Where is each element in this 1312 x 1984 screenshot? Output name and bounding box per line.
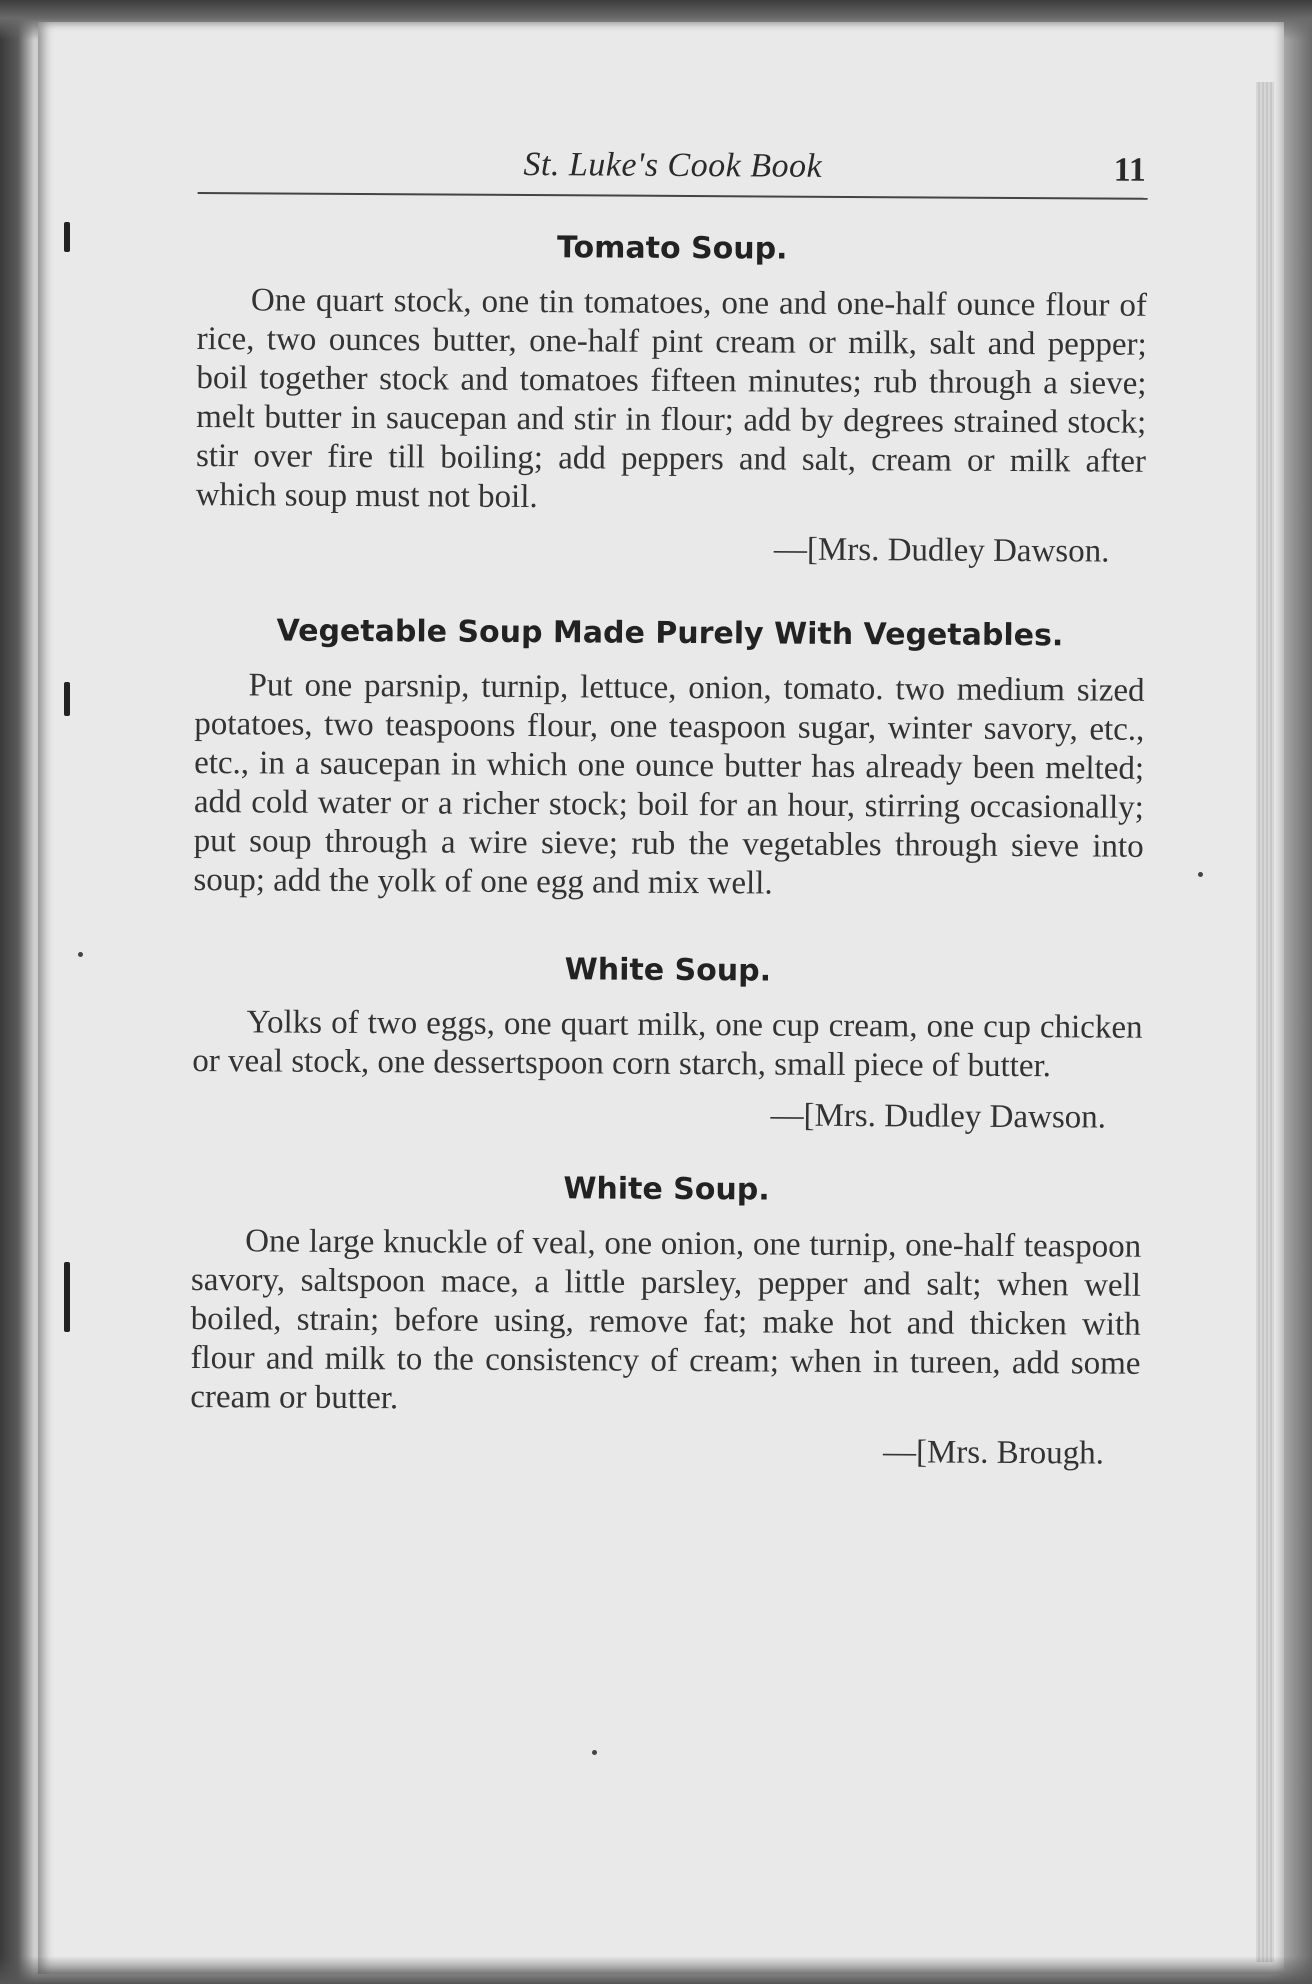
recipe-title: White Soup.	[564, 952, 772, 989]
recipe-body: One quart stock, one tin tomatoes, one and one-half ounce flour of rice, two ounces butter, one-half pint cream or milk, salt and pepper; boil together stock and tomatoes fifteen minutes; rub through a sieve; melt butter in saucepan and stir in flour; add by degrees strained stock; stir over fire till boiling; add peppers and salt, cream or milk after which soup must not boil.	[195, 282, 1148, 516]
page-edges	[1256, 82, 1274, 1962]
scan-bottom-shadow	[0, 1956, 1312, 1984]
recipe-attribution: —[Mrs. Brough.	[882, 1434, 1105, 1472]
recipe-vegetable-soup	[193, 613, 1145, 906]
recipe-title: Tomato Soup.	[556, 230, 788, 267]
recipe-title: White Soup.	[563, 1171, 770, 1208]
recipe-tomato-soup	[195, 228, 1147, 573]
page-content	[190, 130, 1148, 1475]
recipe-body: Put one parsnip, turnip, lettuce, onion, tomato. two medium sized potatoes, two teaspoons flour, one teaspoon sugar, winter savory, etc., etc., in a saucepan in which one ounce butter has already been melted; add cold water or a richer stock; boil for an hour, stirring occasionally; put soup through a wire sieve; rub the vegetables through sieve into soup; add the yolk of one egg and mix well.	[193, 667, 1145, 902]
binding-mark	[64, 682, 70, 716]
recipe-white-soup-1	[192, 950, 1143, 1139]
ink-speck	[78, 952, 83, 957]
recipe-body: One large knuckle of veal, one onion, one turnip, one-half teaspoon savory, saltspoon mace, a little parsley, pepper and salt; when well boiled, strain; before using, remove fat; make hot and thicken with flour and milk to the consistency of cream; when in tureen, add some cream or butter.	[190, 1223, 1142, 1417]
running-title: St. Luke's Cook Book	[523, 145, 823, 185]
recipe-white-soup-2	[190, 1169, 1142, 1475]
ink-speck	[592, 1750, 597, 1755]
recipe-attribution: —[Mrs. Dudley Dawson.	[773, 531, 1110, 570]
recipe-title: Vegetable Soup Made Purely With Vegetables.	[276, 613, 1064, 654]
recipe-body: Yolks of two eggs, one quart milk, one cup cream, one cup chicken or veal stock, one dessertspoon corn starch, small piece of butter.	[192, 1004, 1143, 1085]
recipe-attribution: —[Mrs. Dudley Dawson.	[770, 1097, 1107, 1136]
binding-mark	[64, 222, 70, 252]
ink-speck	[1198, 872, 1203, 877]
binding-mark	[64, 1262, 70, 1332]
page-number: 11	[1113, 151, 1146, 189]
running-head	[198, 130, 1148, 200]
